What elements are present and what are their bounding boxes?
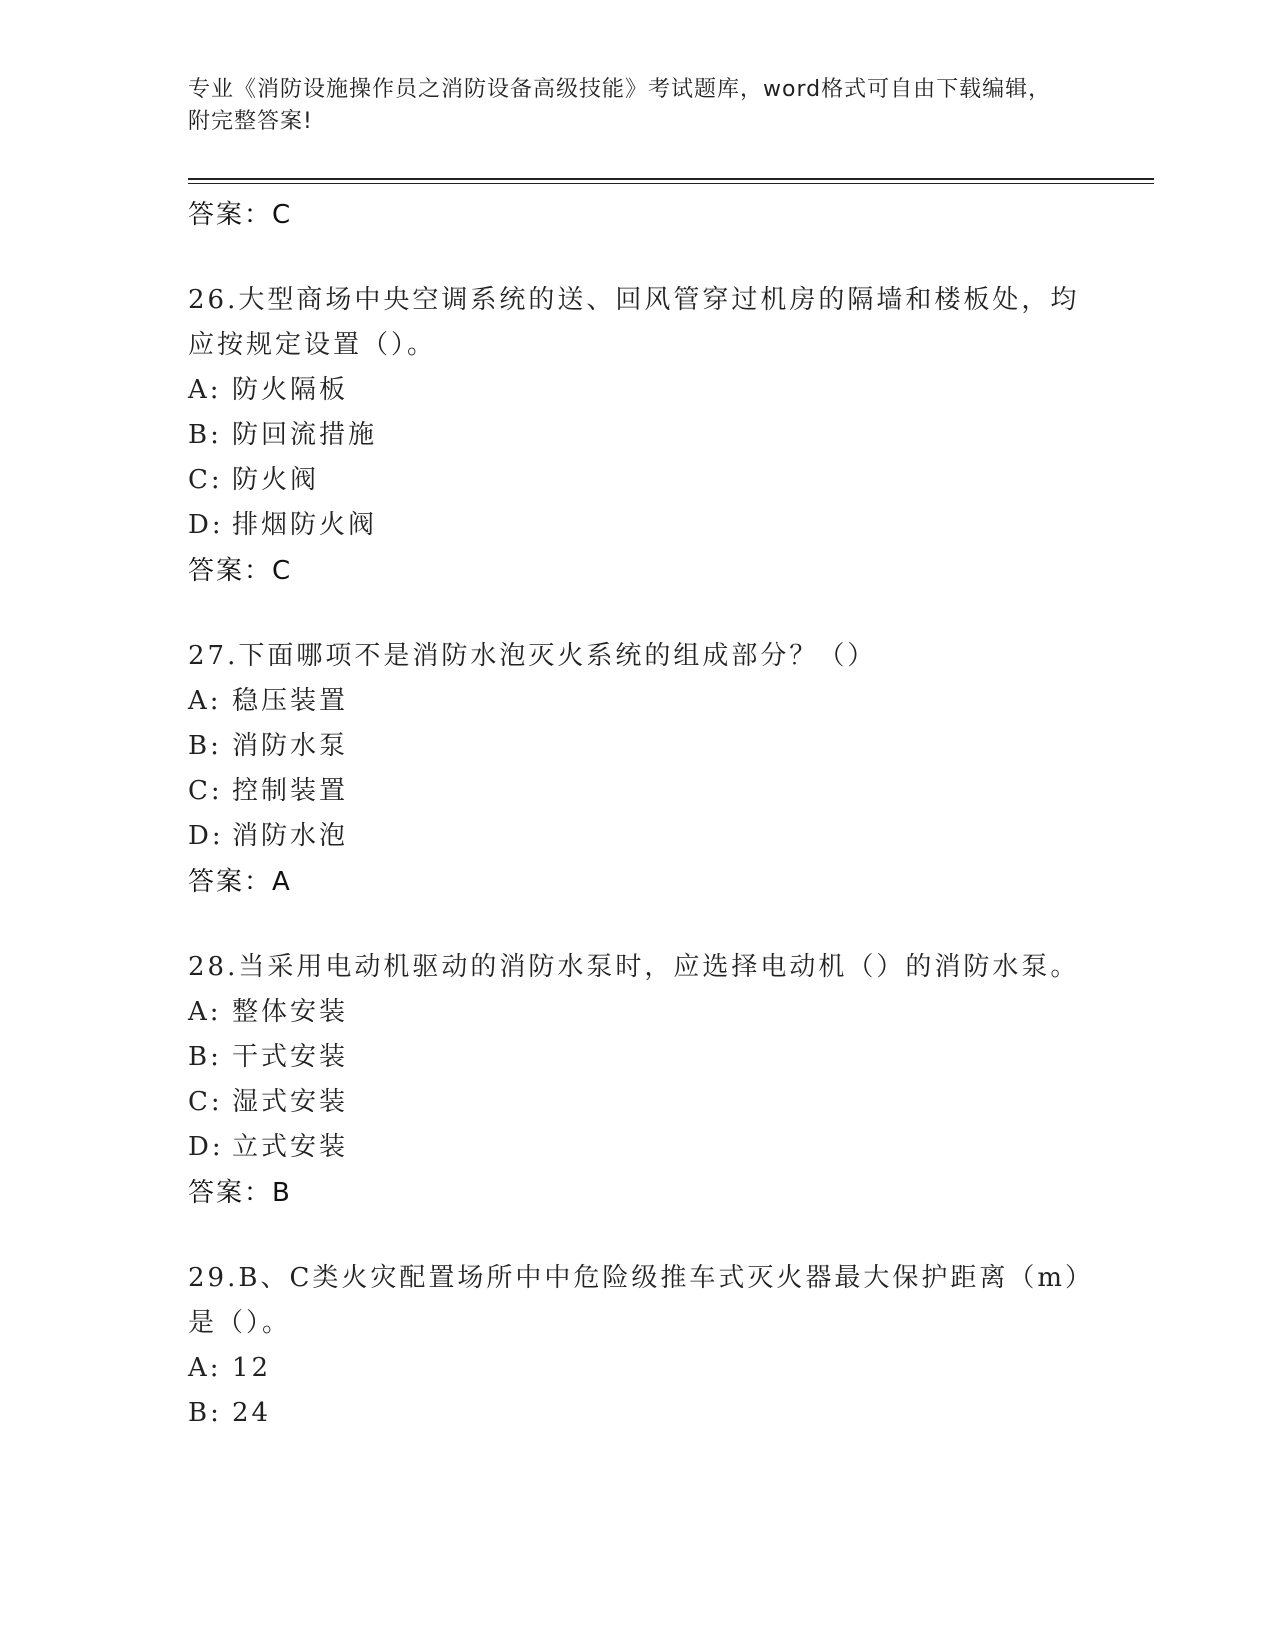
document-header: 专业《消防设施操作员之消防设备高级技能》考试题库，word格式可自由下载编辑，附完整答案! <box>188 77 1052 134</box>
option-text: 湿式安装 <box>232 1087 349 1117</box>
option-letter: A: <box>188 997 222 1027</box>
option-a <box>188 368 1088 413</box>
question-body: 下面哪项不是消防水泡灭火系统的组成部分？（） <box>238 641 877 671</box>
header-rule-thin <box>188 183 1154 184</box>
option-letter: C: <box>188 465 223 495</box>
option-text: 整体安装 <box>232 997 349 1027</box>
option-b <box>188 1035 1088 1080</box>
option-c <box>188 769 1088 814</box>
question-text <box>188 1256 1088 1346</box>
option-text: 消防水泵 <box>232 731 349 761</box>
option-c <box>188 458 1088 503</box>
option-d <box>188 1125 1088 1170</box>
previous-answer: 答案：C <box>188 200 293 230</box>
option-a <box>188 990 1088 1035</box>
question-text <box>188 278 1088 368</box>
question-26 <box>188 278 1088 594</box>
question-list <box>188 192 1088 1436</box>
option-d <box>188 814 1088 859</box>
option-c <box>188 1080 1088 1125</box>
question-number: 27. <box>188 641 239 671</box>
option-d <box>188 503 1088 548</box>
answer-26: 答案：C <box>188 556 293 586</box>
option-letter: B: <box>188 420 222 450</box>
question-body: 大型商场中央空调系统的送、回风管穿过机房的隔墙和楼板处，均应按规定设置（）。 <box>188 285 1080 360</box>
option-text: 防火阀 <box>232 465 320 495</box>
option-letter: D: <box>188 1132 224 1162</box>
option-letter: B: <box>188 1398 222 1428</box>
option-letter: D: <box>188 821 224 851</box>
question-number: 29. <box>188 1263 239 1293</box>
option-letter: C: <box>188 1087 223 1117</box>
option-text: 排烟防火阀 <box>232 510 378 540</box>
option-a <box>188 679 1088 724</box>
option-letter: A: <box>188 686 222 716</box>
answer-27: 答案：A <box>188 867 292 897</box>
option-b <box>188 413 1088 458</box>
question-29 <box>188 1256 1088 1436</box>
option-letter: C: <box>188 776 223 806</box>
question-text <box>188 634 1088 679</box>
option-letter: A: <box>188 1353 222 1383</box>
option-b <box>188 724 1088 769</box>
option-letter: D: <box>188 510 224 540</box>
option-text: 防回流措施 <box>232 420 378 450</box>
option-text: 干式安装 <box>232 1042 349 1072</box>
option-text: 12 <box>232 1353 272 1383</box>
option-text: 稳压装置 <box>232 686 349 716</box>
option-letter: B: <box>188 1042 222 1072</box>
option-letter: B: <box>188 731 222 761</box>
question-28 <box>188 945 1088 1216</box>
question-text <box>188 945 1088 990</box>
header-rule-thick <box>188 178 1154 180</box>
question-27 <box>188 634 1088 905</box>
option-text: 立式安装 <box>232 1132 349 1162</box>
question-body: 当采用电动机驱动的消防水泵时，应选择电动机（）的消防水泵。 <box>238 952 1080 982</box>
question-number: 26. <box>188 285 239 315</box>
option-text: 24 <box>232 1398 272 1428</box>
option-text: 控制装置 <box>232 776 349 806</box>
question-body: B、C类火灾配置场所中中危险级推车式灭火器最大保护距离（m）是（）。 <box>188 1263 1082 1338</box>
option-a <box>188 1346 1088 1391</box>
answer-28: 答案：B <box>188 1178 292 1208</box>
option-text: 防火隔板 <box>232 375 349 405</box>
option-letter: A: <box>188 375 222 405</box>
option-text: 消防水泡 <box>232 821 349 851</box>
option-b <box>188 1391 1088 1436</box>
question-number: 28. <box>188 952 239 982</box>
